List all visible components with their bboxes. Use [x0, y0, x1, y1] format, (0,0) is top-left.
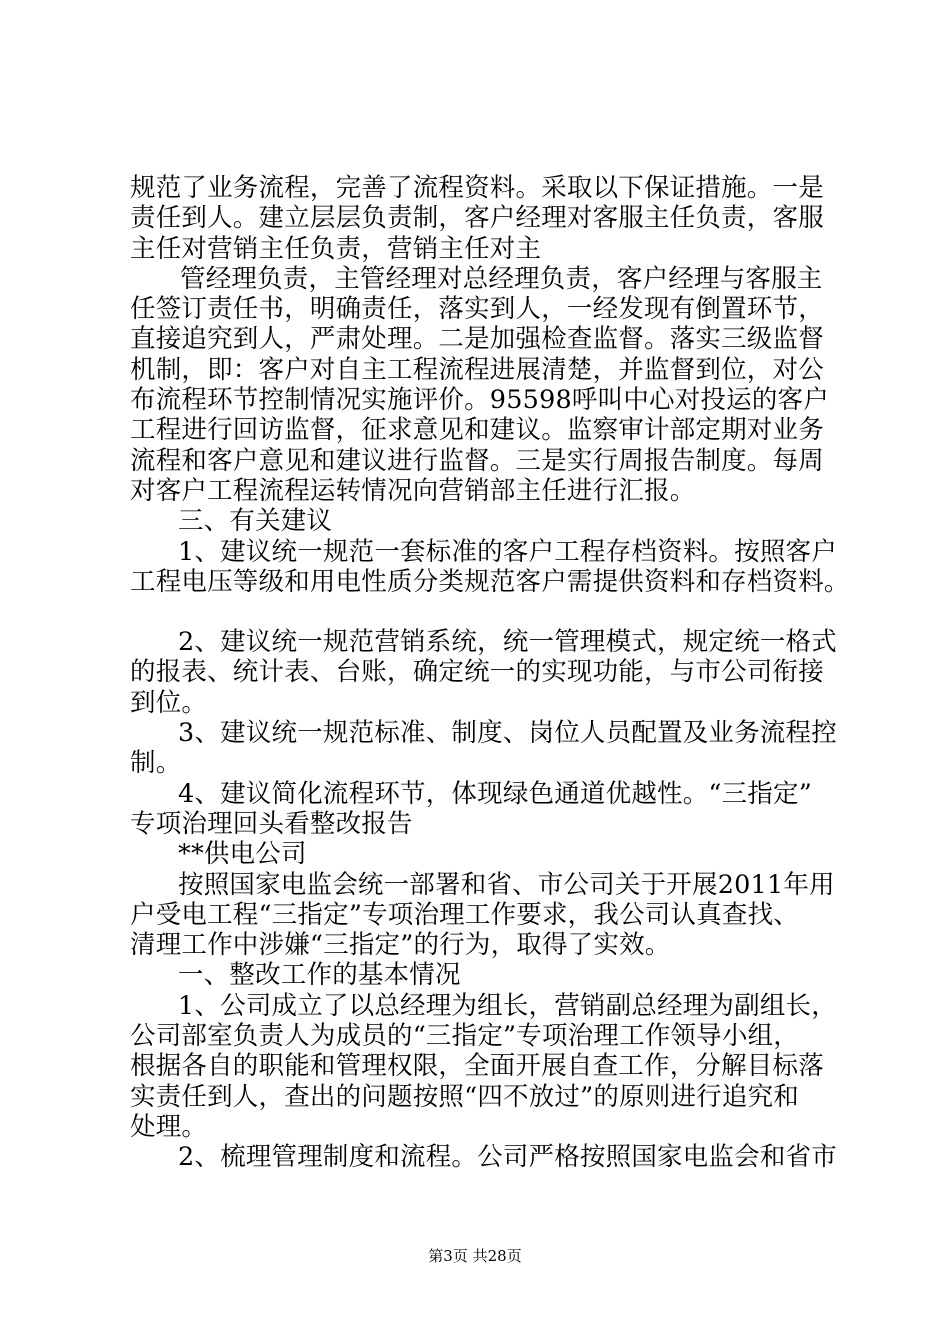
- text-line: 的报表、统计表、台账，确定统一的实现功能，与市公司衔接: [130, 657, 824, 688]
- text-line: 公司部室负责人为成员的“三指定”专项治理工作领导小组，: [130, 1021, 799, 1052]
- text-line: 按照国家电监会统一部署和省、市公司关于开展2011年用: [178, 869, 835, 900]
- text-line: 3、建议统一规范标准、制度、岗位人员配置及业务流程控: [178, 718, 837, 749]
- document-title: 专项治理回头看整改报告: [130, 808, 413, 839]
- document-body: [130, 173, 850, 1173]
- text-line: 机制，即：客户对自主工程流程进展清楚，并监督到位，对公: [130, 354, 824, 385]
- text-line: 任签订责任书，明确责任，落实到人，一经发现有倒置环节，: [130, 294, 824, 325]
- text-line: 管经理负责，主管经理对总经理负责，客户经理与客服主: [180, 263, 823, 294]
- text-line: 工程电压等级和用电性质分类规范客户需提供资料和存档资料。: [130, 566, 850, 597]
- text-line: 工程进行回访监督，征求意见和建议。监察审计部定期对业务: [130, 415, 824, 446]
- company-name: **供电公司: [178, 839, 307, 870]
- page-number-footer: 第3页 共28页: [428, 1247, 522, 1265]
- text-line: 2、建议统一规范营销系统，统一管理模式，规定统一格式: [178, 627, 837, 658]
- text-line: 根据各自的职能和管理权限，全面开展自查工作，分解目标落: [130, 1051, 824, 1082]
- text-line: 到位。: [130, 687, 208, 718]
- text-line: 制。: [130, 748, 182, 779]
- section-heading: 一、整改工作的基本情况: [178, 960, 461, 991]
- text-line: 流程和客户意见和建议进行监督。三是实行周报告制度。每周: [130, 445, 824, 476]
- text-line: 清理工作中涉嫌“三指定”的行为，取得了实效。: [130, 930, 671, 961]
- text-line: 直接追究到人，严肃处理。二是加强检查监督。落实三级监督: [130, 324, 824, 355]
- text-line: 2、梳理管理制度和流程。公司严格按照国家电监会和省市: [178, 1142, 837, 1173]
- text-line: 对客户工程流程运转情况向营销部主任进行汇报。: [130, 475, 696, 506]
- text-line: 主任对营销主任负责，营销主任对主: [130, 233, 542, 264]
- text-line: 处理。: [130, 1111, 208, 1142]
- text-line: 户受电工程“三指定”专项治理工作要求，我公司认真查找、: [130, 899, 799, 930]
- text-line: 实责任到人，查出的问题按照“四不放过”的原则进行追究和: [130, 1081, 799, 1112]
- text-line: 布流程环节控制情况实施评价。95598呼叫中心对投运的客户: [130, 385, 829, 416]
- text-line: 1、建议统一规范一套标准的客户工程存档资料。按照客户: [178, 536, 837, 567]
- text-line: 4、建议简化流程环节，体现绿色通道优越性。“三指定”: [178, 778, 812, 809]
- blank-line: [130, 597, 842, 627]
- text-line: 规范了业务流程，完善了流程资料。采取以下保证措施。一是: [130, 173, 824, 203]
- section-heading: 三、有关建议: [178, 506, 333, 537]
- text-line: 责任到人。建立层层负责制，客户经理对客服主任负责，客服: [130, 203, 824, 234]
- text-line: 1、公司成立了以总经理为组长，营销副总经理为副组长，: [178, 990, 837, 1021]
